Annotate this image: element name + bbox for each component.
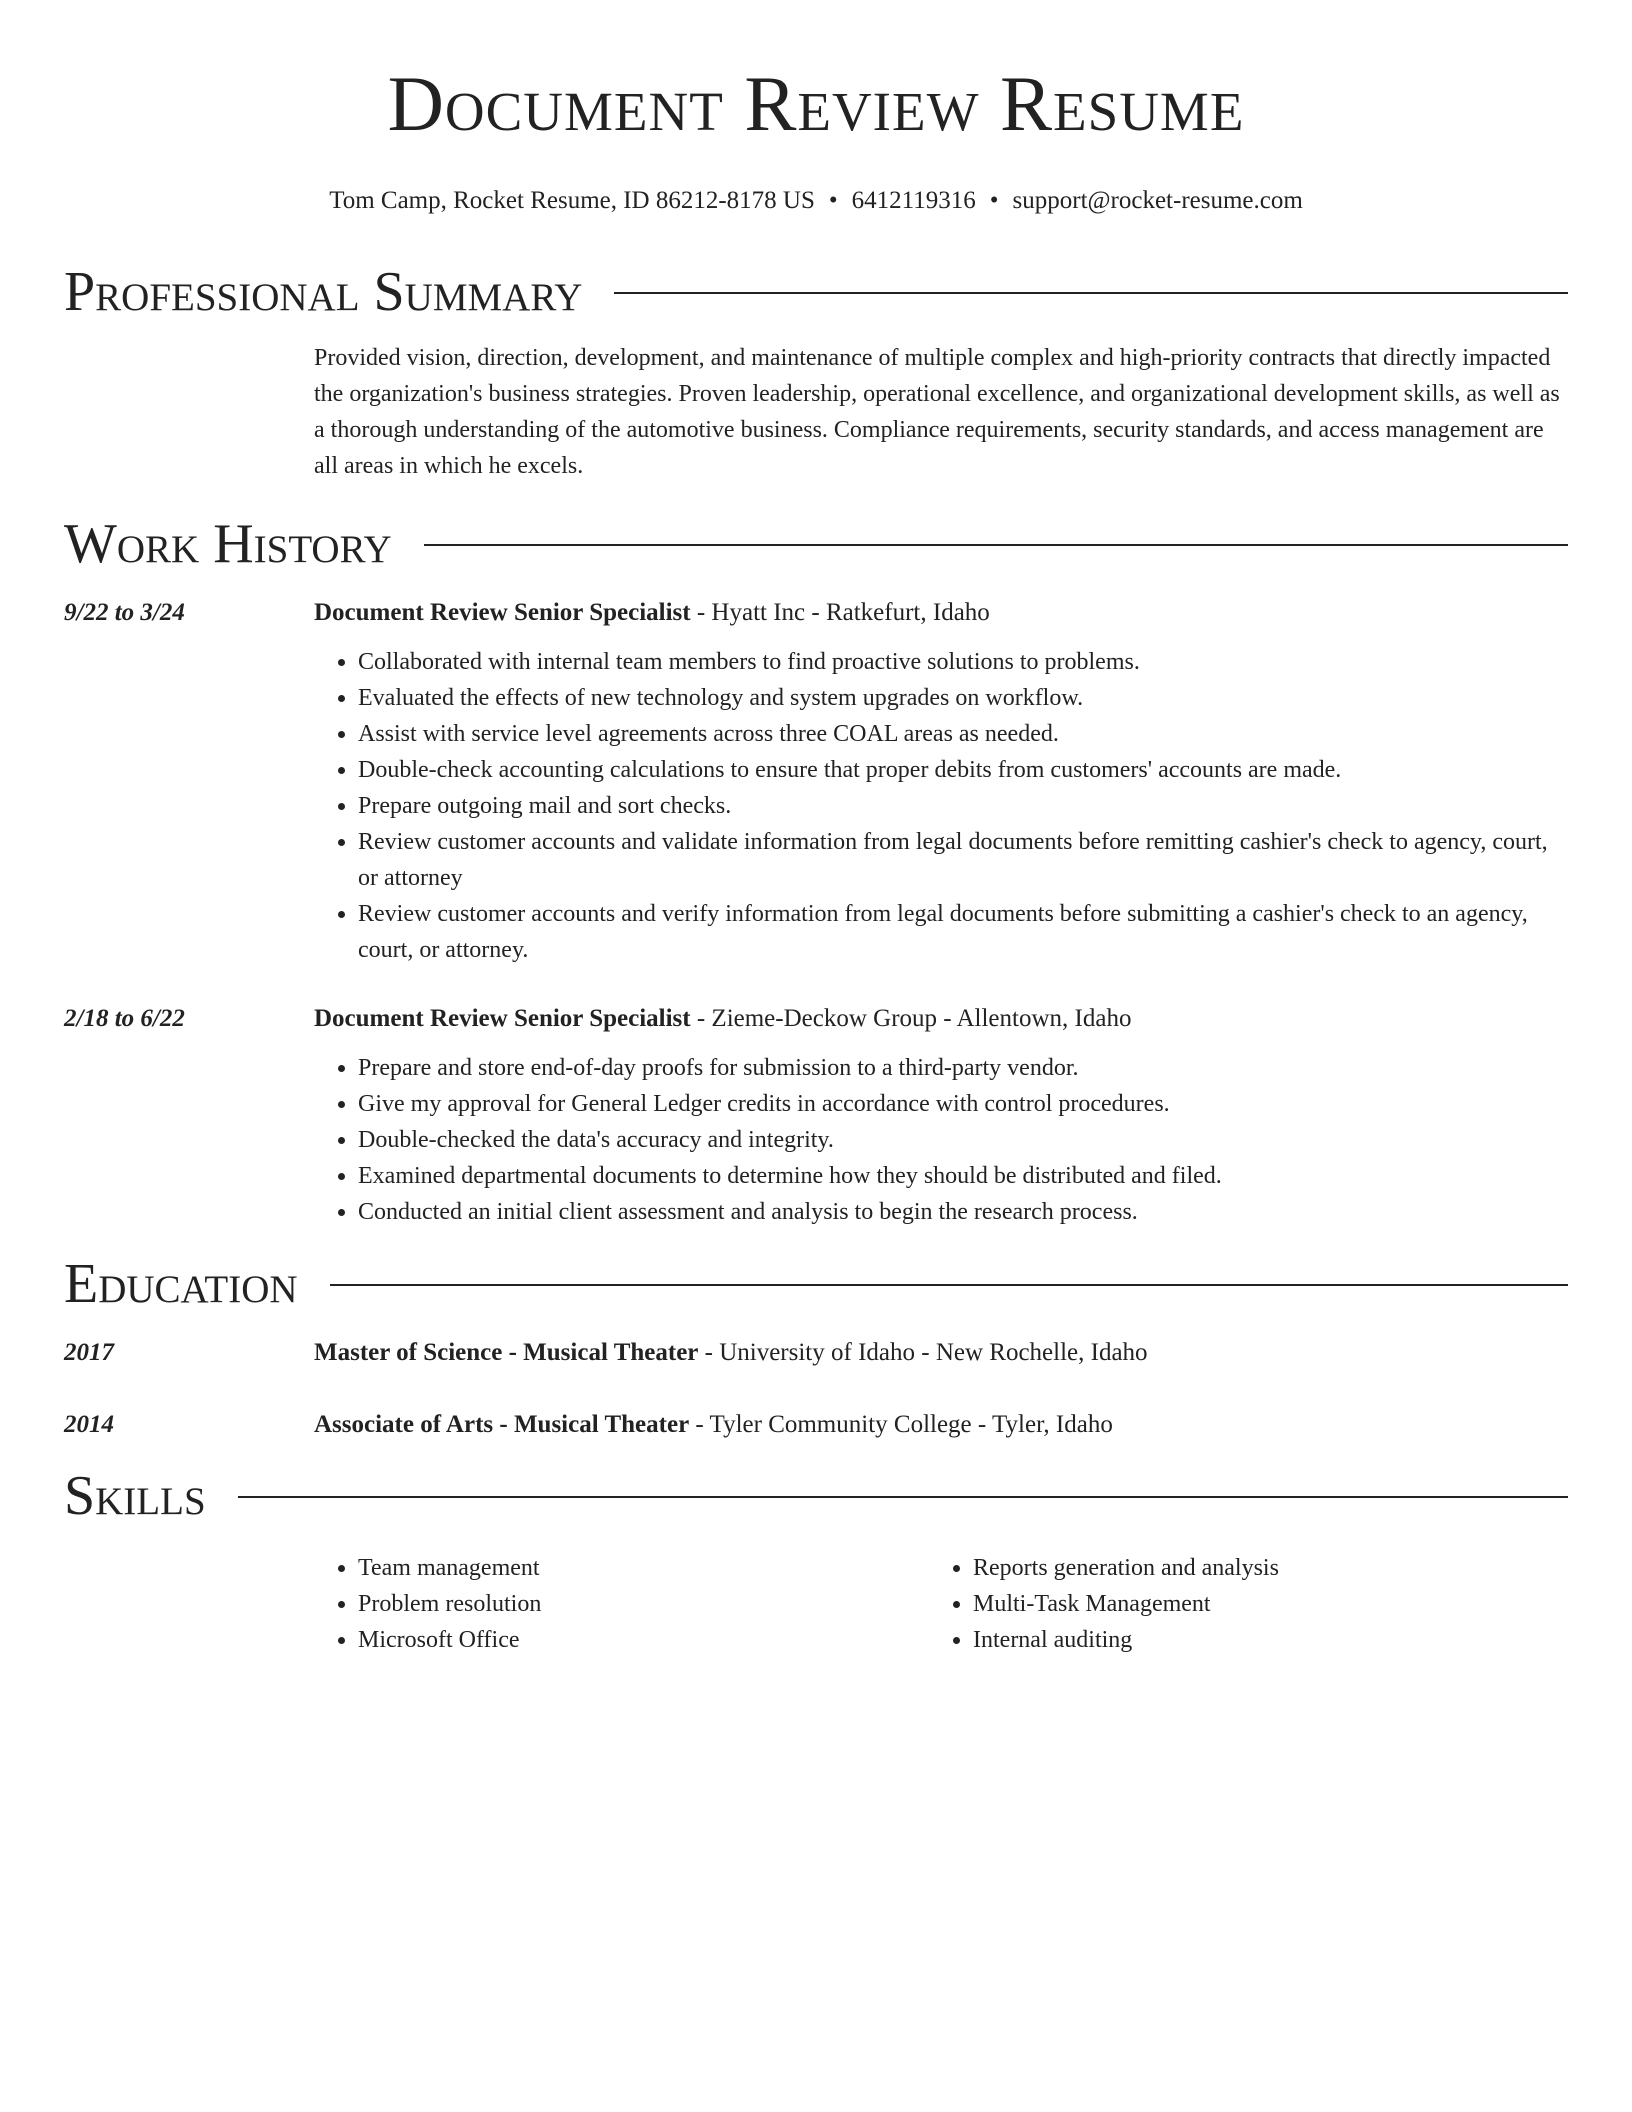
list-item: • Prepare and store end-of-day proofs for submission to a third-party vendor. bbox=[358, 1050, 1568, 1086]
page-title: Document Review Resume bbox=[387, 60, 1245, 147]
summary-section bbox=[64, 260, 1568, 484]
job-content bbox=[314, 596, 1568, 968]
job-title-line bbox=[314, 1002, 1568, 1036]
job-title-line bbox=[314, 596, 1568, 630]
list-item: • Problem resolution bbox=[358, 1586, 929, 1622]
list-item: • Review customer accounts and verify information from legal documents before submitting a cashier's check to an agency, court, or attorney. bbox=[358, 896, 1568, 968]
job-content bbox=[314, 1002, 1568, 1230]
contact-separator: • bbox=[989, 187, 999, 214]
skills-list bbox=[314, 1550, 929, 1658]
job-entry bbox=[64, 596, 1568, 968]
list-item: • Prepare outgoing mail and sort checks. bbox=[358, 788, 1568, 824]
skills-column-left bbox=[314, 1550, 929, 1658]
job-bullets bbox=[314, 1050, 1568, 1230]
section-divider bbox=[614, 292, 1568, 294]
list-item: • Conducted an initial client assessment and analysis to begin the research process. bbox=[358, 1194, 1568, 1230]
education-heading: Education bbox=[64, 1253, 298, 1315]
education-header bbox=[64, 1252, 1568, 1316]
education-details: - University of Idaho - New Rochelle, Idaho bbox=[698, 1339, 1148, 1366]
job-role: Document Review Senior Specialist bbox=[314, 1005, 691, 1032]
section-divider bbox=[424, 544, 1568, 546]
summary-header bbox=[64, 260, 1568, 324]
skills-column-right bbox=[929, 1550, 1544, 1658]
list-item: • Give my approval for General Ledger credits in accordance with control procedures. bbox=[358, 1086, 1568, 1122]
education-entry bbox=[64, 1336, 1568, 1370]
list-item: • Collaborated with internal team members to find proactive solutions to problems. bbox=[358, 644, 1568, 680]
job-dates: 9/22 to 3/24 bbox=[64, 599, 185, 626]
contact-separator: • bbox=[828, 187, 838, 214]
education-year: 2014 bbox=[64, 1411, 114, 1438]
list-item: • Review customer accounts and validate information from legal documents before remitting cashier's check to agency, court, or attorney bbox=[358, 824, 1568, 896]
summary-text: Provided vision, direction, development, and maintenance of multiple complex and high-priority contracts that directly impacted the organization's business strategies. Proven leadership, operational excellence, and organizational development skills, as well as a thorough understanding of the automotive business. Compliance requirements, security standards, and access management are all areas in which he excels. bbox=[314, 345, 1560, 479]
list-item: • Double-checked the data's accuracy and integrity. bbox=[358, 1122, 1568, 1158]
education-section bbox=[64, 1252, 1568, 1442]
education-line bbox=[314, 1336, 1568, 1370]
education-year: 2017 bbox=[64, 1339, 114, 1366]
education-details: - Tyler Community College - Tyler, Idaho bbox=[689, 1411, 1113, 1438]
list-item: • Evaluated the effects of new technology and system upgrades on workflow. bbox=[358, 680, 1568, 716]
job-details: - Hyatt Inc - Ratkefurt, Idaho bbox=[690, 599, 990, 626]
list-item: • Team management bbox=[358, 1550, 929, 1586]
section-divider bbox=[330, 1284, 1568, 1286]
summary-heading: Professional Summary bbox=[64, 261, 583, 323]
job-details: - Zieme-Deckow Group - Allentown, Idaho bbox=[690, 1005, 1132, 1032]
list-item: • Assist with service level agreements across three COAL areas as needed. bbox=[358, 716, 1568, 752]
contact-email: support@rocket-resume.com bbox=[1012, 187, 1303, 214]
skills-header bbox=[64, 1464, 1568, 1528]
work-history-heading: Work History bbox=[64, 513, 392, 575]
list-item: • Microsoft Office bbox=[358, 1622, 929, 1658]
job-dates: 2/18 to 6/22 bbox=[64, 1005, 185, 1032]
education-content bbox=[314, 1336, 1568, 1370]
job-role: Document Review Senior Specialist bbox=[314, 599, 691, 626]
skills-grid bbox=[314, 1550, 1568, 1658]
section-divider bbox=[238, 1496, 1568, 1498]
skills-heading: Skills bbox=[64, 1465, 206, 1527]
list-item: • Examined departmental documents to determine how they should be distributed and filed. bbox=[358, 1158, 1568, 1194]
contact-address: Tom Camp, Rocket Resume, ID 86212-8178 US bbox=[329, 187, 815, 214]
education-degree: Associate of Arts - Musical Theater bbox=[314, 1411, 690, 1438]
education-content bbox=[314, 1408, 1568, 1442]
education-degree: Master of Science - Musical Theater bbox=[314, 1339, 699, 1366]
job-entry bbox=[64, 1002, 1568, 1230]
work-history-section bbox=[64, 512, 1568, 1230]
education-line bbox=[314, 1408, 1568, 1442]
list-item: • Double-check accounting calculations to ensure that proper debits from customers' accounts are made. bbox=[358, 752, 1568, 788]
list-item: • Reports generation and analysis bbox=[973, 1550, 1544, 1586]
education-entry bbox=[64, 1408, 1568, 1442]
work-history-header bbox=[64, 512, 1568, 576]
skills-list bbox=[929, 1550, 1544, 1658]
contact-line bbox=[64, 184, 1568, 218]
list-item: • Internal auditing bbox=[973, 1622, 1544, 1658]
contact-phone: 6412119316 bbox=[851, 187, 976, 214]
skills-section bbox=[64, 1464, 1568, 1658]
job-bullets bbox=[314, 644, 1568, 968]
list-item: • Multi-Task Management bbox=[973, 1586, 1544, 1622]
